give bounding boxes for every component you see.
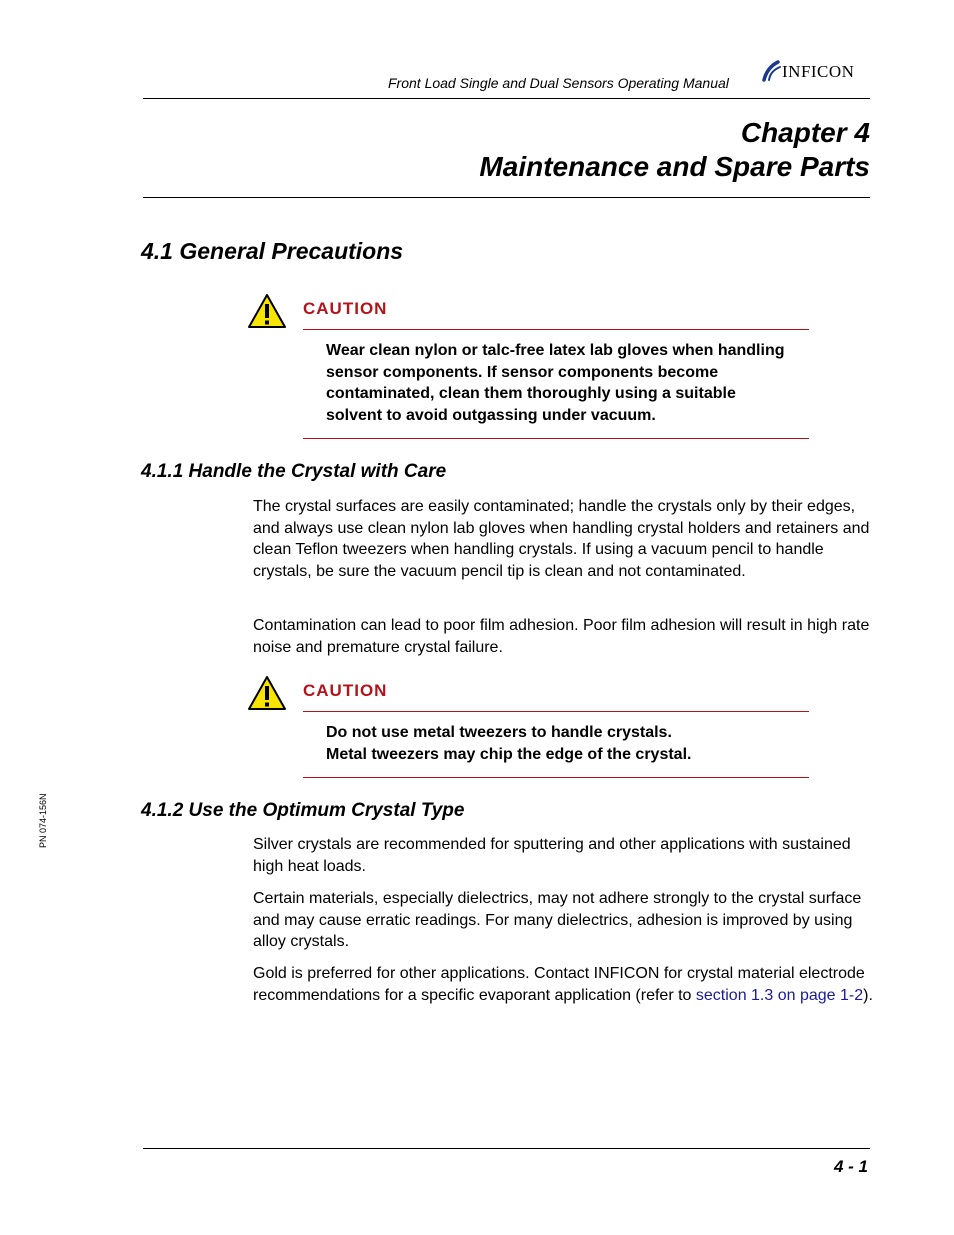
caution-bottom-rule: [303, 438, 809, 439]
company-logo: INFICON: [782, 62, 855, 81]
paragraph: [253, 963, 873, 1006]
chapter-number: Chapter 4: [740, 117, 870, 148]
header-divider: [143, 98, 870, 99]
caution-line: Metal tweezers may chip the edge of the crystal.: [326, 745, 692, 763]
paragraph: Silver crystals are recommended for sputtering and other applications with sustained high heat loads.: [253, 836, 851, 875]
caution-label: CAUTION: [303, 681, 388, 700]
caution-top-rule: [303, 329, 809, 330]
paragraph-text: ).: [863, 986, 873, 1004]
warning-triangle-icon: [247, 675, 287, 711]
caution-text: [326, 722, 796, 765]
caution-line: Do not use metal tweezers to handle crystals.: [326, 724, 672, 741]
caution-bottom-rule: [303, 777, 809, 778]
caution-label: CAUTION: [303, 299, 388, 318]
section-heading-4-1-2: 4.1.2 Use the Optimum Crystal Type: [141, 800, 465, 821]
inficon-logo-icon: [760, 60, 782, 82]
footer-divider: [143, 1148, 870, 1149]
section-heading-4-1: 4.1 General Precautions: [141, 238, 404, 264]
paragraph: Certain materials, especially dielectrics, may not adhere strongly to the crystal surface and may cause erratic readings. For many dielectrics, adhesion is improved by using alloy crystals.: [253, 890, 862, 951]
section-link[interactable]: section 1.3 on page 1-2: [695, 986, 864, 1004]
warning-triangle-icon: [247, 293, 287, 329]
manual-title: Front Load Single and Dual Sensors Operating Manual: [388, 75, 729, 91]
section-heading-4-1-1: 4.1.1 Handle the Crystal with Care: [141, 461, 447, 482]
paragraph: The crystal surfaces are easily contaminated; handle the crystals only by their edges, and always use clean nylon lab gloves when handling crystal holders and retainers and clean Teflon tweezers when handling crystals. If using a vacuum pencil to handle crystals, be sure the vacuum pencil tip is clean and not contaminated.: [253, 498, 870, 581]
chapter-divider: [143, 197, 870, 198]
chapter-title: Maintenance and Spare Parts: [479, 151, 870, 182]
paragraph: Contamination can lead to poor film adhesion. Poor film adhesion will result in high rate noise and premature crystal failure.: [253, 617, 870, 656]
caution-top-rule: [303, 711, 809, 712]
page-number: 4 - 1: [833, 1157, 868, 1176]
paragraph-text: Gold is preferred for other applications. Contact INFICON for crystal material electrode recommendations for a specific evaporant application (refer to: [253, 965, 865, 1004]
part-number-label: PN 074-156N: [38, 793, 48, 848]
caution-text: Wear clean nylon or talc-free latex lab gloves when handling sensor components. If sensor components become contaminated, clean them thoroughly using a suitable solvent to avoid outgassing under vacuum.: [326, 342, 785, 425]
